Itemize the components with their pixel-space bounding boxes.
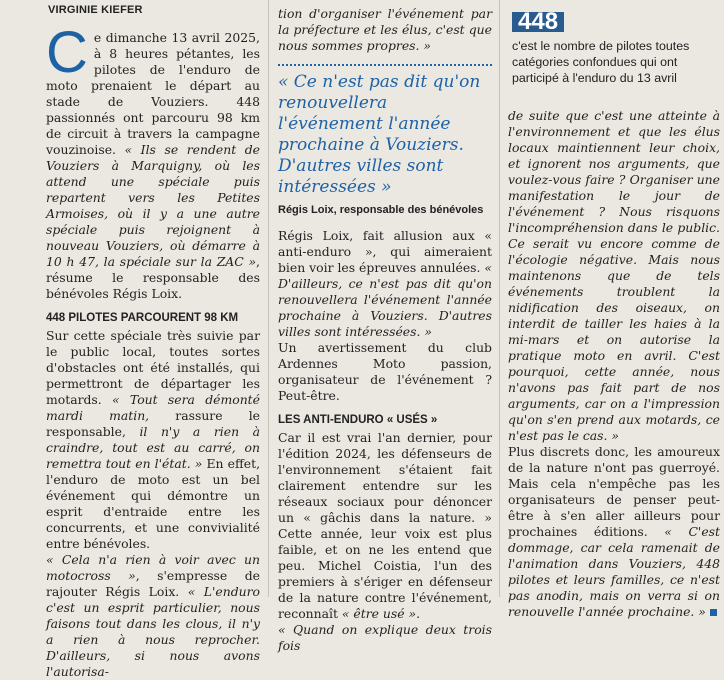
subheading: 448 PILOTES PARCOURENT 98 KM — [46, 312, 239, 324]
lead-text: e dimanche 13 avril 2025, à 8 heures pétantes, les pilotes de l'enduro de moto prenaient le départ au stade de Vouziers. 448 passionnés ont parcouru 98 km de circuit à travers la campagne vouzinoise. — [46, 30, 260, 157]
paragraph-text: rassure le responsable, — [46, 408, 261, 439]
lead-paragraph — [46, 20, 260, 302]
paragraph-quote: « L'enduro c'est un esprit particulier, nous faisons tout dans les clous, il n'y a rien à nous reprocher. D'ailleurs, si nous avons l'autorisa- — [46, 584, 261, 679]
paragraph-quote: tion d'organiser l'événement par la préfecture et les élus, c'est que nous sommes propres. » — [278, 6, 492, 53]
paragraph-text: Car il est vrai l'an dernier, pour l'édition 2024, les défenseurs de l'environnement s'étaient fait clairement entendre sur les réseaux sociaux pour dénoncer un « gâchis dans la nature. » Cette année, leur voix est plus faible, et on ne les entend que peu. Michel Coistia, l'un des premiers à s'ériger en défenseur de la nature contre l'événement, reconnaît — [278, 430, 492, 621]
lead-quote: « Ils se rendent de Vouziers à Marquigny, où les attend une spéciale puis repartent vers les Petites Armoises, où il y a une autre spéciale puis rejoignent à nouveau Vouziers, où démarre à 10 h 47, la spéciale sur la ZAC » — [46, 142, 260, 269]
lead-end: , résume le responsable des bénévoles Régis Loix. — [46, 254, 260, 301]
author-byline: VIRGINIE KIEFER — [48, 4, 143, 16]
paragraph-quote: « D'ailleurs, ce n'est pas dit qu'on renouvellera l'événement l'année prochaine à Vouziers. D'autres villes sont intéressées. » — [278, 260, 492, 339]
paragraph-quote: il n'y a rien à craindre, tout est au carré, on remettra tout en l'état. » — [46, 424, 260, 471]
pull-quote-source: Régis Loix, responsable des bénévoles — [278, 204, 484, 216]
paragraph-text: Sur cette spéciale très suivie par le public local, toutes sortes d'obstacles ont été installés, qui permettront de départager les motards. — [46, 328, 260, 407]
paragraph — [46, 328, 260, 552]
paragraph — [278, 430, 492, 622]
paragraph-quote: « être usé ». — [341, 606, 421, 621]
paragraph — [46, 552, 260, 680]
stat-caption: c'est le nombre de pilotes toutes catégories confondues qui ont participé à l'enduro du 13 avril — [512, 39, 690, 85]
article-column-3 — [508, 0, 720, 620]
paragraph-quote: « C'est dommage, car cela ramenait de l'animation dans Vouziers, 448 pilotes et leurs familles, ce n'est pas anodin, mais on verra si on renouvelle l'année prochaine. » — [508, 524, 720, 619]
paragraph-text: En effet, l'enduro de moto est un bel événement qui démontre un esprit d'entraide entre les concurrents, et une convivialité entre bénévoles. — [46, 456, 261, 551]
column-divider — [499, 0, 500, 597]
paragraph — [278, 228, 492, 340]
end-of-article-icon — [710, 609, 717, 616]
paragraph-quote: « Quand on explique deux trois fois — [278, 622, 492, 653]
pull-quote-rule — [278, 64, 492, 66]
paragraph-text: , s'empresse de rajouter Régis Loix. — [46, 568, 260, 599]
paragraph-quote: « Tout sera démonté mardi matin, — [46, 392, 260, 423]
column-divider — [268, 0, 269, 597]
dropcap-letter: C — [46, 20, 88, 85]
paragraph-quote: « Cela n'a rien à voir avec un motocross » — [46, 552, 260, 583]
pull-quote: « Ce n'est pas dit qu'on renouvellera l'événement l'année prochaine à Vouziers. D'autres villes sont intéressées » — [278, 72, 481, 197]
paragraph — [508, 444, 720, 620]
paragraph-quote: de suite que c'est une atteinte à l'environnement et que les élus locaux maintiennent leur choix, et ignorent nos arguments, que voulez-vous faire ? Organiser une manifestation le jour de l'événement ? Nous risquons l'incompréhension dans le public. Ce serait vu encore comme de l'écologie négative. Mais nous maintenons que de tels événements troublent la nidification des oiseaux, on interdit de tailler les haies à la mi-mars et on autorise la pratique moto en avril. C'est pourquoi, cette année, nous n'avons pas fait part de nos arguments, car on a l'impression qu'on s'en prend aux motards, ce n'est pas le cas. » — [508, 108, 720, 443]
article-column-1 — [46, 0, 260, 680]
article-column-2 — [278, 0, 492, 654]
paragraph: Un avertissement du club Ardennes Moto passion, organisateur de l'événement ? Peut-être. — [278, 340, 492, 403]
paragraph-text: Plus discrets donc, les amoureux de la nature n'ont pas guerroyé. Mais cela n'empêche pas les organisateurs de penser peut-être à s'en aller ailleurs pour prochaines éditions. — [508, 444, 720, 539]
subheading: LES ANTI-ENDURO « USÉS » — [278, 414, 438, 426]
stat-number: 448 — [512, 12, 564, 32]
paragraph-text: Régis Loix, fait allusion aux « anti-enduro », qui aimeraient bien voir les épreuves annulées. — [278, 228, 492, 275]
